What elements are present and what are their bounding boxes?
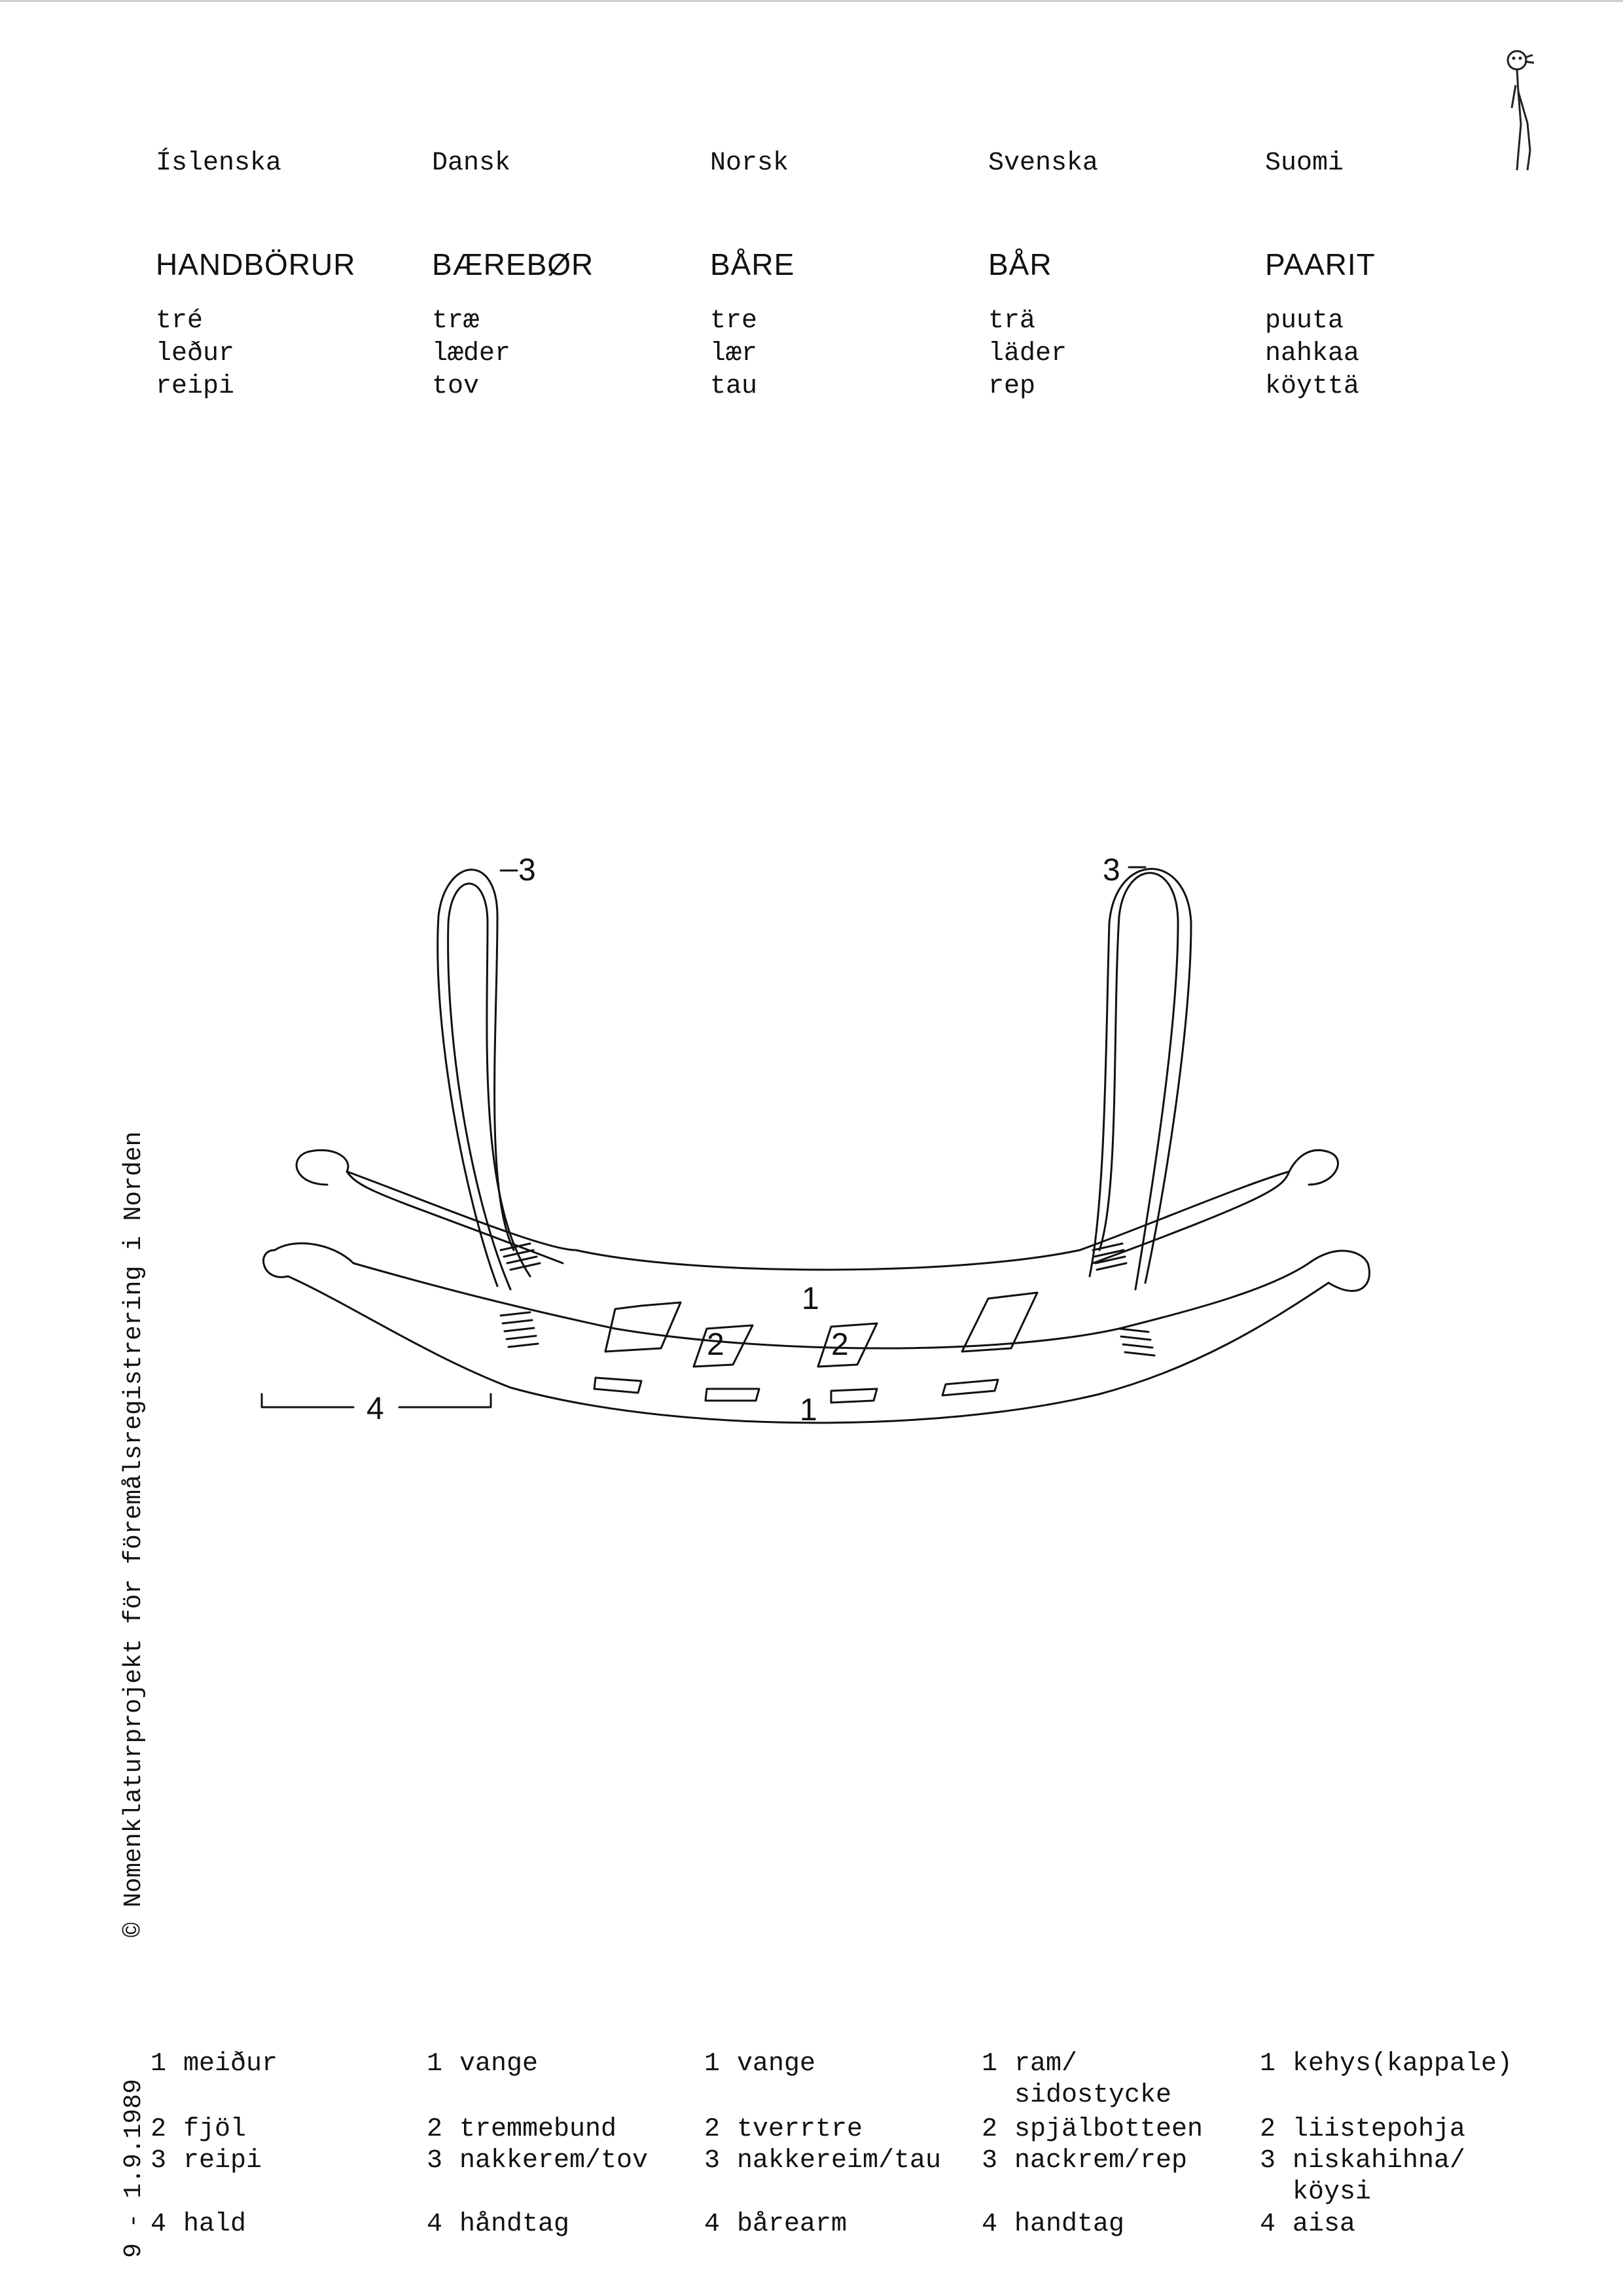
legend-item-4: 4 hald (151, 2210, 247, 2239)
legend-text: spjälbotteen (1014, 2115, 1204, 2144)
legend-item-1: 1 meiður (151, 2049, 278, 2079)
legend-item-4: 4 handtag (982, 2210, 1125, 2239)
object-name: PAARIT (1265, 247, 1376, 281)
callout-frame-bottom: 1 (800, 1393, 817, 1427)
callout-handle: 4 (366, 1391, 384, 1426)
legend-text: aisa (1293, 2210, 1356, 2239)
legend-item-2: 2 fjöl (151, 2115, 247, 2144)
legend-item-1: 1 vange (704, 2049, 816, 2079)
legend-text: liistepohja (1293, 2115, 1466, 2144)
legend-text-continued: sidostycke (1014, 2081, 1172, 2110)
material-rope: tov (432, 372, 480, 401)
material-leather: läder (988, 339, 1067, 368)
legend-text-continued: köysi (1293, 2178, 1372, 2207)
legend-item-4: 4 håndtag (427, 2210, 570, 2239)
legend-item-4: 4 bårearm (704, 2210, 847, 2239)
legend-text: vange (459, 2049, 539, 2079)
legend-item-1: 1 ram/ sidostycke (982, 2049, 1172, 2110)
legend-text: niskahihna/ (1293, 2146, 1466, 2176)
material-wood: puuta (1265, 306, 1344, 336)
slat (605, 1302, 681, 1352)
object-name: BÆREBØR (432, 247, 594, 281)
top-border-line (0, 0, 1623, 2)
object-name: HANDBÖRUR (156, 247, 356, 281)
slot (594, 1378, 641, 1393)
legend-item-1: 1 vange (427, 2049, 539, 2079)
stick-figure-logo (1499, 46, 1544, 177)
legend-text: håndtag (459, 2210, 570, 2239)
object-name: BÅR (988, 247, 1052, 281)
material-rope: rep (988, 372, 1036, 401)
material-wood: tré (156, 306, 204, 336)
material-rope: tau (710, 372, 758, 401)
legend-item-2: 2 tremmebund (427, 2115, 617, 2144)
material-rope: köyttä (1265, 372, 1360, 401)
language-name: Dansk (432, 149, 511, 178)
stretcher-drawing (249, 831, 1400, 1453)
legend-text: nackrem/rep (1014, 2146, 1188, 2176)
material-leather: nahkaa (1265, 339, 1360, 368)
legend-text: handtag (1014, 2210, 1125, 2239)
callout-frame-top: 1 (802, 1282, 819, 1316)
material-leather: læder (432, 339, 511, 368)
legend-text: kehys(kappale) (1293, 2049, 1513, 2079)
material-leather: leður (156, 339, 235, 368)
legend-text: ram/ (1014, 2049, 1078, 2079)
legend-text: tremmebund (459, 2115, 617, 2144)
language-column-dansk (432, 145, 707, 403)
legend-text: nakkereim/tau (737, 2146, 942, 2176)
legend-text: bårearm (737, 2210, 847, 2239)
legend-text: vange (737, 2049, 816, 2079)
legend-text: hald (183, 2210, 247, 2239)
legend-item-2: 2 tverrtre (704, 2115, 863, 2144)
legend-text: nakkerem/tov (459, 2146, 649, 2176)
language-name: Norsk (710, 149, 789, 178)
legend-item-4: 4 aisa (1260, 2210, 1356, 2239)
callout-rope-left: 3 (518, 853, 536, 888)
legend-text: reipi (183, 2146, 262, 2176)
language-name: Suomi (1265, 149, 1344, 178)
language-column-norsk (710, 145, 985, 403)
legend-item-3: 3 niskahihna/ köysi (1260, 2146, 1466, 2207)
legend-text: meiður (183, 2049, 278, 2079)
legend-text: fjöl (183, 2115, 247, 2144)
legend-item-1: 1 kehys(kappale) (1260, 2049, 1513, 2079)
language-name: Íslenska (156, 149, 282, 178)
object-name: BÅRE (710, 247, 795, 281)
legend-item-2: 2 liistepohja (1260, 2115, 1466, 2144)
material-wood: træ (432, 306, 480, 336)
material-wood: trä (988, 306, 1036, 336)
copyright-sidebar-text: © Nomenklaturprojekt för föremålsregistrering i Norden (120, 1131, 148, 1937)
rear-rail (296, 1150, 1338, 1270)
sheet-number-date: 9 - 1.9.1989 (120, 2079, 148, 2258)
legend-item-3: 3 nakkerem/tov (427, 2146, 649, 2176)
language-column-islenska (156, 145, 431, 403)
legend-item-3: 3 nakkereim/tau (704, 2146, 942, 2176)
language-column-svenska (988, 145, 1263, 403)
legend-text: tverrtre (737, 2115, 863, 2144)
legend-item-2: 2 spjälbotteen (982, 2115, 1204, 2144)
callout-slat-a: 2 (707, 1327, 724, 1362)
legend-item-3: 3 nackrem/rep (982, 2146, 1188, 2176)
callout-slat-b: 2 (831, 1327, 849, 1362)
material-wood: tre (710, 306, 758, 336)
material-leather: lær (710, 339, 758, 368)
callout-rope-right: 3 (1103, 853, 1120, 888)
material-rope: reipi (156, 372, 235, 401)
legend-item-3: 3 reipi (151, 2146, 262, 2176)
language-name: Svenska (988, 149, 1099, 178)
language-column-suomi (1265, 145, 1540, 403)
